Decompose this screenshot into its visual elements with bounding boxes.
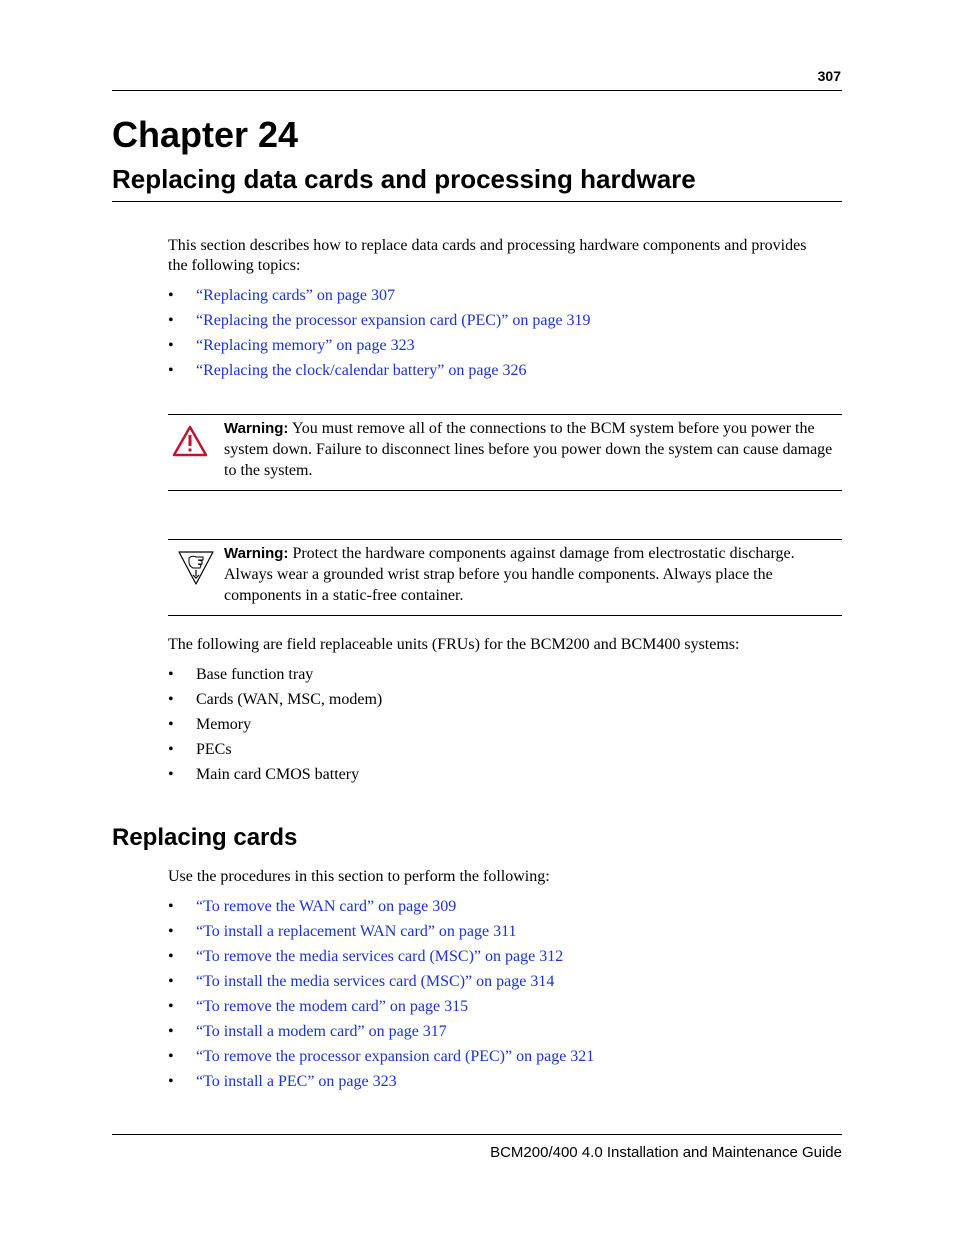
bullet: • (168, 741, 174, 758)
bullet: • (168, 666, 174, 683)
list-item (168, 665, 382, 690)
bullet: • (168, 998, 174, 1015)
list-item[interactable] (168, 1072, 594, 1097)
bullet: • (168, 1023, 174, 1040)
fru-paragraph: The following are field replaceable units (FRUs) for the BCM200 and BCM400 systems: (168, 636, 740, 653)
fru-item: PECs (196, 741, 232, 758)
bullet: • (168, 691, 174, 708)
procedure-link[interactable]: “To install a replacement WAN card” on page 311 (196, 923, 517, 940)
list-item[interactable] (168, 947, 594, 972)
bullet: • (168, 898, 174, 915)
list-item[interactable] (168, 361, 591, 386)
procedure-link[interactable]: “To install a modem card” on page 317 (196, 1023, 447, 1040)
list-item (168, 765, 382, 790)
procedure-link[interactable]: “To remove the WAN card” on page 309 (196, 898, 457, 915)
warning-label: Warning: (224, 420, 289, 437)
procedure-list (168, 897, 594, 1097)
title-rule (112, 201, 842, 202)
warning-text (224, 418, 842, 481)
list-item[interactable] (168, 922, 594, 947)
procedure-link[interactable]: “To remove the modem card” on page 315 (196, 998, 469, 1015)
list-item[interactable] (168, 286, 591, 311)
bullet: • (168, 1073, 174, 1090)
bullet: • (168, 362, 174, 379)
warning-message: Protect the hardware components against damage from electrostatic discharge. Always wear a grounded wrist strap before you handle components. Always place the components in a static-free container. (224, 545, 795, 604)
list-item[interactable] (168, 336, 591, 361)
chapter-title: Replacing data cards and processing hardware (112, 164, 696, 194)
procedure-link[interactable]: “To remove the processor expansion card (PEC)” on page 321 (196, 1048, 595, 1065)
list-item[interactable] (168, 997, 594, 1022)
bullet: • (168, 923, 174, 940)
bullet: • (168, 287, 174, 304)
list-item (168, 740, 382, 765)
warning-text (224, 543, 842, 606)
fru-list (168, 665, 382, 790)
header-rule (112, 90, 842, 91)
list-item[interactable] (168, 1022, 594, 1047)
bullet: • (168, 1048, 174, 1065)
topic-link[interactable]: “Replacing memory” on page 323 (196, 337, 415, 354)
warning-label: Warning: (224, 545, 289, 562)
list-item (168, 690, 382, 715)
fru-item: Memory (196, 716, 252, 733)
procedure-link[interactable]: “To install a PEC” on page 323 (196, 1073, 397, 1090)
bullet: • (168, 948, 174, 965)
list-item[interactable] (168, 1047, 594, 1072)
procedure-link[interactable]: “To remove the media services card (MSC)” on page 312 (196, 948, 564, 965)
bullet: • (168, 766, 174, 783)
electrostatic-discharge-icon (176, 549, 216, 592)
intro-paragraph: This section describes how to replace data cards and processing hardware components and provides the following topics: (168, 237, 807, 274)
chapter-label: Chapter 24 (112, 114, 299, 155)
footer-text: BCM200/400 4.0 Installation and Maintenance Guide (490, 1144, 842, 1161)
topic-link[interactable]: “Replacing the clock/calendar battery” on page 326 (196, 362, 527, 379)
section-heading: Replacing cards (112, 824, 298, 851)
section-paragraph: Use the procedures in this section to perform the following: (168, 868, 550, 885)
warning-message: You must remove all of the connections to the BCM system before you power the system down. Failure to disconnect lines before you power down the system can cause damage to the system. (224, 420, 833, 479)
topic-list (168, 286, 591, 386)
list-item[interactable] (168, 311, 591, 336)
procedure-link[interactable]: “To install the media services card (MSC)” on page 314 (196, 973, 555, 990)
list-item (168, 715, 382, 740)
bullet: • (168, 973, 174, 990)
topic-link[interactable]: “Replacing cards” on page 307 (196, 287, 396, 304)
bullet: • (168, 716, 174, 733)
warning-box (168, 414, 842, 491)
list-item[interactable] (168, 897, 594, 922)
topic-link[interactable]: “Replacing the processor expansion card (PEC)” on page 319 (196, 312, 591, 329)
fru-item: Base function tray (196, 666, 314, 683)
list-item[interactable] (168, 972, 594, 997)
warning-box (168, 539, 842, 616)
bullet: • (168, 312, 174, 329)
fru-item: Main card CMOS battery (196, 766, 360, 783)
bullet: • (168, 337, 174, 354)
page-number: 307 (817, 68, 841, 84)
fru-item: Cards (WAN, MSC, modem) (196, 691, 383, 708)
footer-rule (112, 1134, 842, 1135)
caution-triangle-icon (172, 425, 208, 462)
